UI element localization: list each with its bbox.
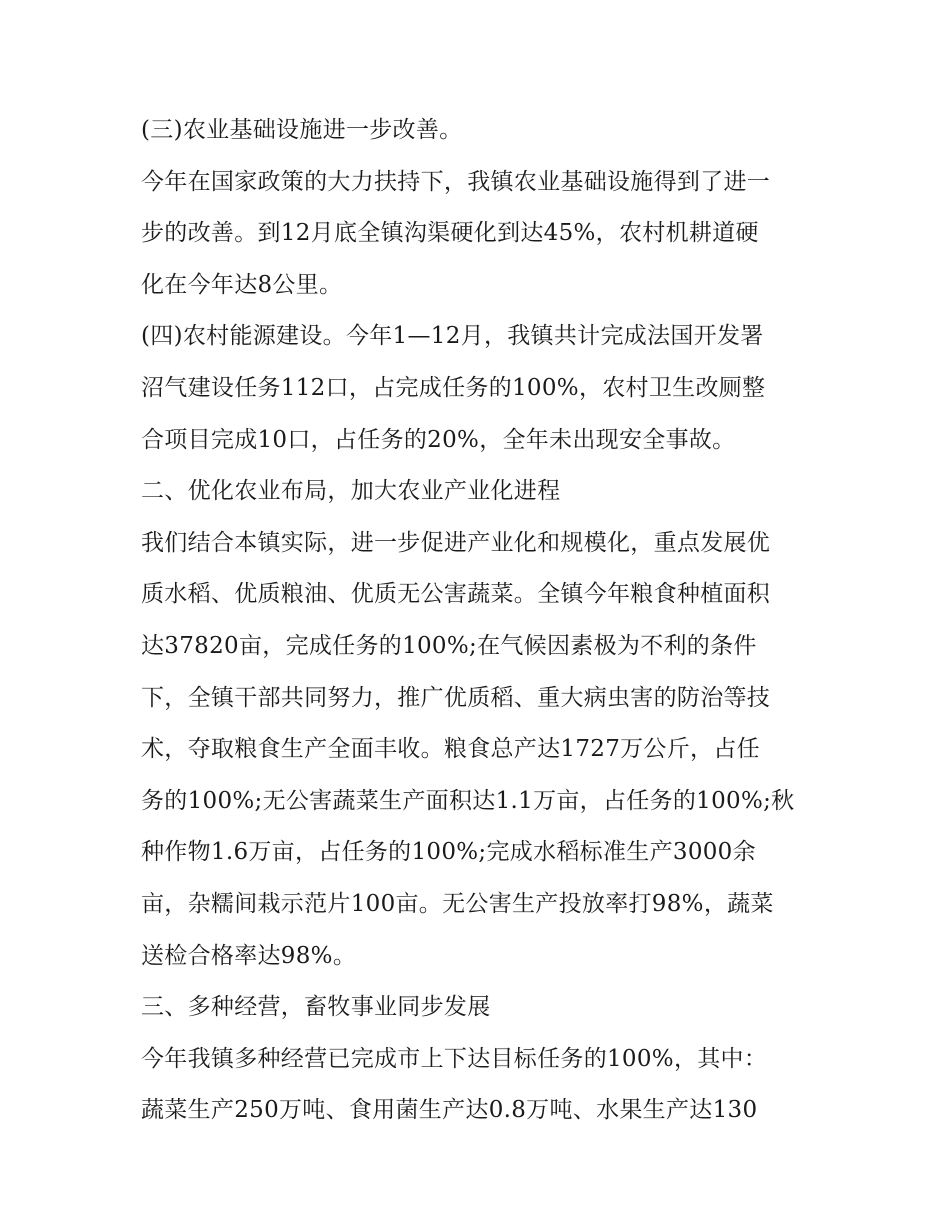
paragraph-line: 下，全镇干部共同努力，推广优质稻、重大病虫害的防治等技 [141, 684, 771, 711]
document-body [141, 108, 821, 1140]
section-heading-diversified-operations: 三、多种经营，畜牧事业同步发展 [141, 994, 491, 1021]
section-heading-agri-infrastructure: (三)农业基础设施进一步改善。 [141, 117, 463, 143]
paragraph-line: 今年我镇多种经营已完成市上下达目标任务的100%，其中： [141, 1045, 768, 1072]
paragraph-line: 务的100%;无公害蔬菜生产面积达1.1万亩，占任务的100%;秋 [141, 787, 795, 814]
section-heading-rural-energy: (四)农村能源建设。今年1—12月，我镇共计完成法国开发署 [141, 323, 764, 350]
section-heading-optimize-layout: 二、优化农业布局，加大农业产业化进程 [141, 478, 561, 505]
paragraph-line: 沼气建设任务112口，占完成任务的100%，农村卫生改厕整 [141, 374, 766, 401]
paragraph-line: 合项目完成10口，占任务的20%，全年未出现安全事故。 [141, 426, 736, 453]
paragraph-line: 达37820亩，完成任务的100%;在气候因素极为不利的条件 [141, 632, 757, 659]
paragraph-line: 质水稻、优质粮油、优质无公害蔬菜。全镇今年粮食种植面积 [141, 581, 771, 608]
paragraph-line: 亩，杂糯间栽示范片100亩。无公害生产投放率打98%，蔬菜 [141, 890, 774, 917]
paragraph-line: 术，夺取粮食生产全面丰收。粮食总产达1727万公斤，占任 [141, 736, 760, 763]
paragraph-line: 种作物1.6万亩，占任务的100%;完成水稻标准生产3000余 [141, 839, 756, 866]
paragraph-line: 送检合格率达98%。 [141, 942, 357, 969]
paragraph-line: 今年在国家政策的大力扶持下，我镇农业基础设施得到了进一 [141, 168, 771, 195]
paragraph-line: 步的改善。到12月底全镇沟渠硬化到达45%，农村机耕道硬 [141, 220, 759, 247]
paragraph-line: 化在今年达8公里。 [141, 271, 343, 298]
paragraph-line: 蔬菜生产250万吨、食用菌生产达0.8万吨、水果生产达130 [141, 1097, 758, 1124]
paragraph-line: 我们结合本镇实际，进一步促进产业化和规模化，重点发展优 [141, 529, 771, 556]
